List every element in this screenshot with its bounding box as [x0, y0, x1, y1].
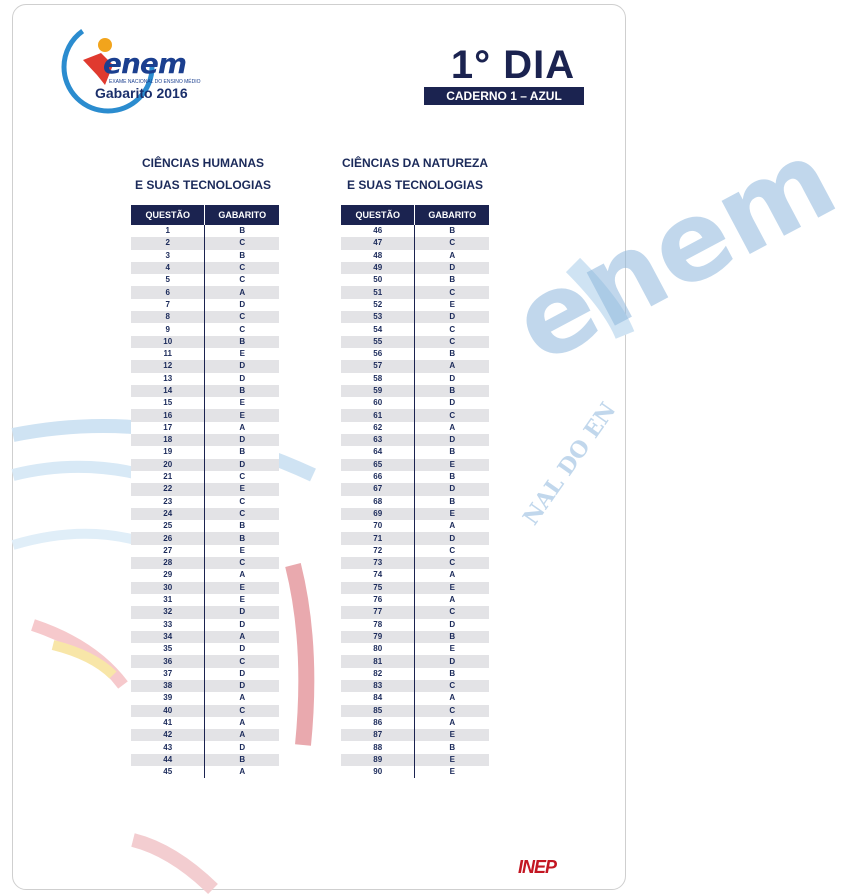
question-number: 31 [131, 594, 205, 606]
table-row [341, 569, 489, 581]
table-row [131, 237, 279, 249]
answer-letter: A [205, 286, 279, 298]
question-number: 74 [341, 569, 415, 581]
table-row [341, 668, 489, 680]
question-number: 59 [341, 385, 415, 397]
question-number: 75 [341, 582, 415, 594]
logo-subtitle: EXAME NACIONAL DO ENSINO MÉDIO [109, 79, 201, 85]
table-row [341, 594, 489, 606]
answer-letter: A [415, 360, 489, 372]
table-row [341, 520, 489, 532]
table-row [341, 471, 489, 483]
table-row [131, 643, 279, 655]
answer-letter: E [205, 397, 279, 409]
question-number: 52 [341, 299, 415, 311]
question-number: 61 [341, 409, 415, 421]
question-number: 11 [131, 348, 205, 360]
answer-letter: C [415, 409, 489, 421]
answer-letter: E [415, 508, 489, 520]
question-number: 78 [341, 619, 415, 631]
question-number: 40 [131, 705, 205, 717]
question-number: 20 [131, 459, 205, 471]
question-number: 41 [131, 717, 205, 729]
answer-letter: C [205, 557, 279, 569]
answer-letter: B [415, 348, 489, 360]
question-number: 68 [341, 496, 415, 508]
table-row [131, 373, 279, 385]
question-number: 77 [341, 606, 415, 618]
question-number: 64 [341, 446, 415, 458]
question-number: 63 [341, 434, 415, 446]
question-number: 53 [341, 311, 415, 323]
question-number: 49 [341, 262, 415, 274]
question-number: 47 [341, 237, 415, 249]
answer-letter: A [415, 717, 489, 729]
answer-letter: A [205, 569, 279, 581]
question-number: 84 [341, 692, 415, 704]
table-row [131, 360, 279, 372]
answer-letter: B [415, 631, 489, 643]
table-row [341, 397, 489, 409]
table-row [341, 385, 489, 397]
question-number: 45 [131, 766, 205, 778]
question-number: 90 [341, 766, 415, 778]
answer-letter: E [415, 459, 489, 471]
table-row [341, 360, 489, 372]
question-number: 27 [131, 545, 205, 557]
table-row [341, 286, 489, 298]
answer-letter: A [205, 631, 279, 643]
table-row [341, 250, 489, 262]
answer-letter: B [205, 532, 279, 544]
question-number: 85 [341, 705, 415, 717]
logo-year: Gabarito 2016 [95, 85, 188, 101]
question-number: 69 [341, 508, 415, 520]
table-row [131, 754, 279, 766]
question-number: 76 [341, 594, 415, 606]
question-number: 67 [341, 483, 415, 495]
answer-letter: C [205, 496, 279, 508]
question-number: 48 [341, 250, 415, 262]
question-number: 72 [341, 545, 415, 557]
question-number: 44 [131, 754, 205, 766]
question-number: 58 [341, 373, 415, 385]
table-row [131, 409, 279, 421]
question-number: 56 [341, 348, 415, 360]
answer-letter: D [205, 360, 279, 372]
question-number: 54 [341, 323, 415, 335]
answer-letter: C [415, 336, 489, 348]
question-number: 83 [341, 680, 415, 692]
logo-word: enem [103, 47, 187, 80]
question-number: 23 [131, 496, 205, 508]
answer-letter: D [415, 483, 489, 495]
question-number: 57 [341, 360, 415, 372]
question-number: 73 [341, 557, 415, 569]
table-row [131, 594, 279, 606]
question-number: 32 [131, 606, 205, 618]
table-row [131, 250, 279, 262]
answer-letter: E [415, 729, 489, 741]
answer-letter: B [415, 471, 489, 483]
question-number: 46 [341, 225, 415, 237]
answer-letter: B [205, 446, 279, 458]
caderno-label: CADERNO 1 – AZUL [424, 87, 584, 105]
question-number: 24 [131, 508, 205, 520]
answer-letter: D [205, 619, 279, 631]
table-row [131, 348, 279, 360]
question-number: 17 [131, 422, 205, 434]
right-col-answer: GABARITO [415, 205, 489, 225]
answer-letter: A [415, 692, 489, 704]
table-row [131, 323, 279, 335]
question-number: 60 [341, 397, 415, 409]
table-row [131, 225, 279, 237]
answer-letter: C [415, 323, 489, 335]
inep-logo: INEP [518, 857, 557, 877]
table-row [341, 323, 489, 335]
question-number: 42 [131, 729, 205, 741]
table-row [341, 545, 489, 557]
table-row [341, 483, 489, 495]
answer-letter: E [415, 582, 489, 594]
table-row [131, 741, 279, 753]
left-title-line1: CIÊNCIAS HUMANAS [141, 156, 264, 170]
question-number: 13 [131, 373, 205, 385]
answer-letter: E [205, 582, 279, 594]
answer-letter: C [415, 680, 489, 692]
answer-letter: C [415, 286, 489, 298]
answer-letter: A [415, 569, 489, 581]
question-number: 55 [341, 336, 415, 348]
answer-letter: D [205, 741, 279, 753]
answer-letter: D [205, 643, 279, 655]
table-row [341, 508, 489, 520]
question-number: 29 [131, 569, 205, 581]
question-number: 9 [131, 323, 205, 335]
question-number: 3 [131, 250, 205, 262]
answer-letter: A [205, 766, 279, 778]
day-title: 1° DIA [450, 43, 576, 87]
answer-letter: A [415, 422, 489, 434]
table-row [341, 299, 489, 311]
answer-letter: C [415, 237, 489, 249]
answer-letter: E [205, 545, 279, 557]
answer-letter: A [205, 729, 279, 741]
table-row [341, 225, 489, 237]
table-row [131, 569, 279, 581]
answer-letter: E [415, 754, 489, 766]
table-row [341, 619, 489, 631]
table-row [341, 705, 489, 717]
question-number: 1 [131, 225, 205, 237]
answer-letter: E [205, 348, 279, 360]
answer-letter: B [205, 225, 279, 237]
answer-letter: A [415, 250, 489, 262]
answer-letter: A [205, 422, 279, 434]
answer-letter: B [415, 446, 489, 458]
table-row [131, 705, 279, 717]
answer-letter: D [415, 434, 489, 446]
answer-letter: D [415, 373, 489, 385]
table-row [131, 446, 279, 458]
left-answer-table [131, 205, 279, 778]
answer-letter: C [205, 274, 279, 286]
answer-letter: D [415, 655, 489, 667]
answer-letter: B [205, 250, 279, 262]
table-row [341, 434, 489, 446]
answer-letter: C [205, 655, 279, 667]
answer-letter: B [205, 754, 279, 766]
answer-letter: B [415, 668, 489, 680]
table-row [131, 545, 279, 557]
table-row [131, 619, 279, 631]
answer-letter: A [415, 520, 489, 532]
left-col-question: QUESTÃO [131, 205, 205, 225]
table-row [131, 508, 279, 520]
table-row [341, 274, 489, 286]
question-number: 5 [131, 274, 205, 286]
table-row [341, 631, 489, 643]
answer-letter: C [205, 705, 279, 717]
question-number: 28 [131, 557, 205, 569]
question-number: 62 [341, 422, 415, 434]
left-col-answer: GABARITO [205, 205, 279, 225]
question-number: 43 [131, 741, 205, 753]
question-number: 51 [341, 286, 415, 298]
table-row [131, 299, 279, 311]
question-number: 50 [341, 274, 415, 286]
right-col-question: QUESTÃO [341, 205, 415, 225]
table-row [131, 483, 279, 495]
table-row [131, 668, 279, 680]
answer-letter: C [205, 262, 279, 274]
question-number: 7 [131, 299, 205, 311]
table-row [131, 459, 279, 471]
table-row [341, 606, 489, 618]
question-number: 4 [131, 262, 205, 274]
answer-letter: E [415, 299, 489, 311]
table-row [341, 741, 489, 753]
answer-letter: B [205, 520, 279, 532]
answer-letter: E [415, 643, 489, 655]
table-row [131, 532, 279, 544]
answer-letter: D [205, 373, 279, 385]
right-title-line1: CIÊNCIAS DA NATUREZA [342, 156, 488, 170]
question-number: 39 [131, 692, 205, 704]
question-number: 18 [131, 434, 205, 446]
table-row [131, 274, 279, 286]
table-row [131, 680, 279, 692]
enem-logo [47, 17, 217, 117]
question-number: 10 [131, 336, 205, 348]
background-decoration [13, 5, 625, 889]
table-row [131, 729, 279, 741]
question-number: 82 [341, 668, 415, 680]
table-row [131, 422, 279, 434]
table-row [131, 655, 279, 667]
table-row [341, 409, 489, 421]
left-section-title [113, 152, 293, 196]
table-row [131, 606, 279, 618]
table-row [341, 311, 489, 323]
answer-letter: D [415, 311, 489, 323]
answer-letter: D [415, 532, 489, 544]
answer-letter: B [415, 274, 489, 286]
answer-letter: B [415, 496, 489, 508]
table-row [341, 532, 489, 544]
answer-letter: D [205, 606, 279, 618]
right-section-title [325, 152, 505, 196]
answer-letter: B [415, 385, 489, 397]
answer-letter: D [205, 459, 279, 471]
table-row [131, 397, 279, 409]
question-number: 16 [131, 409, 205, 421]
question-number: 88 [341, 741, 415, 753]
answer-letter: B [205, 385, 279, 397]
watermark-word: enem [493, 114, 855, 389]
question-number: 21 [131, 471, 205, 483]
question-number: 79 [341, 631, 415, 643]
question-number: 19 [131, 446, 205, 458]
watermark-arc-text: NAL DO EN [518, 397, 622, 530]
table-row [341, 237, 489, 249]
question-number: 22 [131, 483, 205, 495]
question-number: 80 [341, 643, 415, 655]
answer-letter: C [415, 606, 489, 618]
answer-letter: E [415, 766, 489, 778]
answer-letter: D [415, 619, 489, 631]
table-row [341, 692, 489, 704]
answer-letter: C [415, 545, 489, 557]
answer-letter: B [415, 225, 489, 237]
question-number: 66 [341, 471, 415, 483]
answer-letter: C [205, 471, 279, 483]
question-number: 36 [131, 655, 205, 667]
question-number: 6 [131, 286, 205, 298]
table-row [341, 348, 489, 360]
answer-letter: D [205, 434, 279, 446]
answer-letter: C [205, 311, 279, 323]
question-number: 89 [341, 754, 415, 766]
table-row [341, 754, 489, 766]
bg-arc-red [293, 565, 306, 745]
answer-letter: A [415, 594, 489, 606]
answer-letter: B [415, 741, 489, 753]
question-number: 8 [131, 311, 205, 323]
table-row [341, 717, 489, 729]
table-row [341, 680, 489, 692]
answer-letter: D [205, 299, 279, 311]
answer-letter: C [205, 508, 279, 520]
table-row [131, 692, 279, 704]
question-number: 37 [131, 668, 205, 680]
table-row [131, 520, 279, 532]
answer-sheet [12, 4, 855, 890]
table-row [131, 471, 279, 483]
table-row [131, 311, 279, 323]
question-number: 71 [341, 532, 415, 544]
right-title-line2: E SUAS TECNOLOGIAS [346, 178, 483, 192]
table-row [341, 459, 489, 471]
question-number: 26 [131, 532, 205, 544]
question-number: 33 [131, 619, 205, 631]
table-row [341, 557, 489, 569]
table-row [341, 446, 489, 458]
left-title-line2: E SUAS TECNOLOGIAS [134, 178, 271, 192]
question-number: 30 [131, 582, 205, 594]
table-row [341, 496, 489, 508]
table-row [341, 373, 489, 385]
table-row [131, 262, 279, 274]
table-row [131, 385, 279, 397]
answer-letter: A [205, 717, 279, 729]
answer-letter: C [415, 557, 489, 569]
question-number: 35 [131, 643, 205, 655]
table-row [131, 286, 279, 298]
question-number: 34 [131, 631, 205, 643]
bg-arc-red-bottom [133, 840, 213, 889]
question-number: 12 [131, 360, 205, 372]
table-row [341, 729, 489, 741]
table-row [341, 582, 489, 594]
table-row [341, 766, 489, 778]
table-row [131, 336, 279, 348]
answer-letter: A [205, 692, 279, 704]
table-row [341, 655, 489, 667]
answer-letter: C [205, 237, 279, 249]
question-number: 81 [341, 655, 415, 667]
answer-letter: C [205, 323, 279, 335]
table-row [131, 766, 279, 778]
question-number: 70 [341, 520, 415, 532]
answer-letter: D [415, 397, 489, 409]
table-row [131, 434, 279, 446]
question-number: 25 [131, 520, 205, 532]
question-number: 14 [131, 385, 205, 397]
answer-letter: E [205, 409, 279, 421]
answer-letter: B [205, 336, 279, 348]
answer-letter: E [205, 483, 279, 495]
question-number: 15 [131, 397, 205, 409]
answer-letter: E [205, 594, 279, 606]
question-number: 38 [131, 680, 205, 692]
question-number: 86 [341, 717, 415, 729]
question-number: 2 [131, 237, 205, 249]
table-row [341, 643, 489, 655]
table-row [131, 631, 279, 643]
table-row [131, 582, 279, 594]
table-row [341, 422, 489, 434]
answer-letter: C [415, 705, 489, 717]
table-row [131, 717, 279, 729]
answer-letter: D [205, 680, 279, 692]
answer-letter: D [205, 668, 279, 680]
answer-letter: D [415, 262, 489, 274]
table-row [341, 336, 489, 348]
table-row [131, 496, 279, 508]
table-row [131, 557, 279, 569]
question-number: 65 [341, 459, 415, 471]
question-number: 87 [341, 729, 415, 741]
right-answer-table [341, 205, 489, 778]
table-row [341, 262, 489, 274]
